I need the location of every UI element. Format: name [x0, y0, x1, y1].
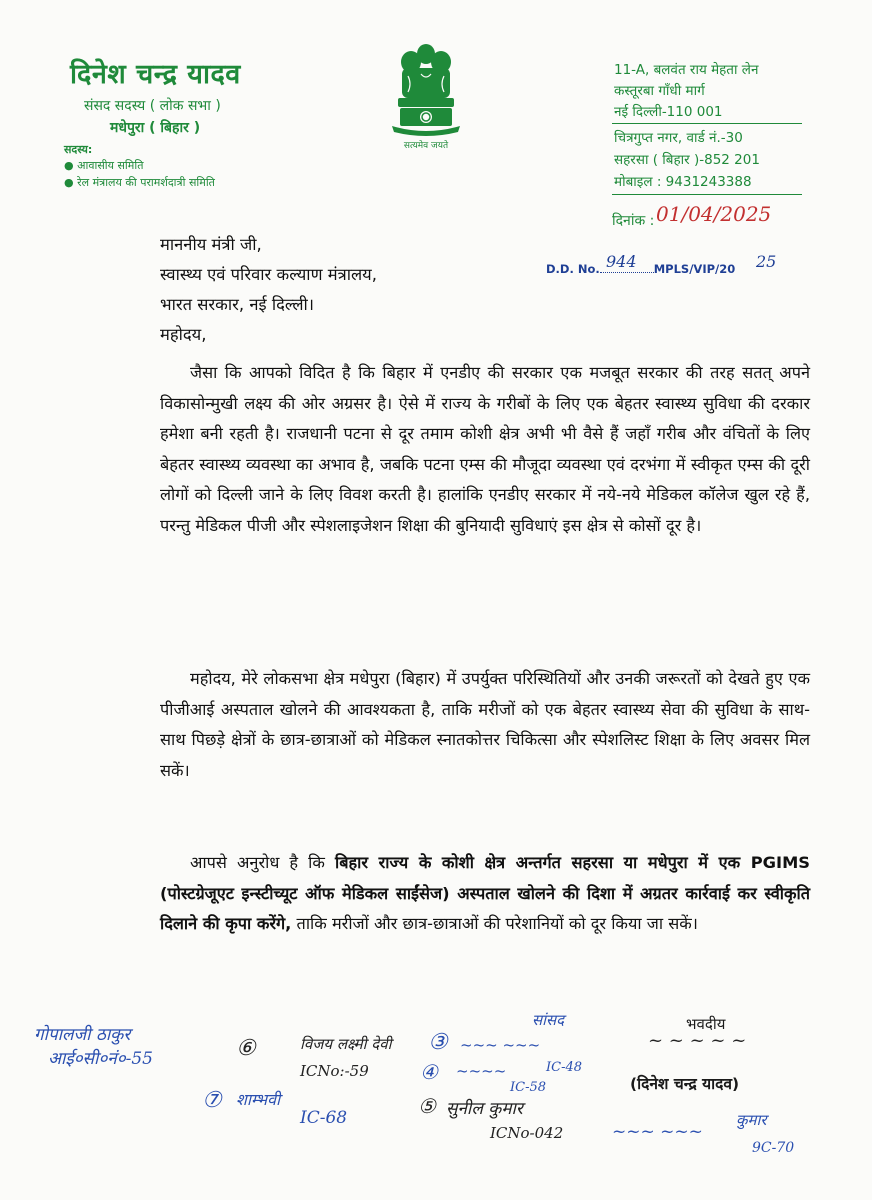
signature-scrawl: ~ ~ ~ ~ ~: [648, 1030, 747, 1051]
committee-member-label: सदस्य:: [64, 143, 93, 156]
emblem-motto: सत्यमेव जयते: [403, 141, 449, 151]
body-paragraph-1: जैसा कि आपको विदित है कि बिहार में एनडीए की सरकार एक मजबूत सरकार की तरह सतत् अपने विकासोन्मुखी लक्ष्य की ओर अग्रसर है। ऐसे में राज्य के गरीबों के लिए एक बेहतर स्वास्थ्य सुविधा की दरकार हमेशा बनी रहती है। राजधानी पटना से दूर तमाम कोशी क्षेत्र अभी भी वैसे हैं जहाँ गरीब और वंचितों के लिए बेहतर स्वास्थ्य व्यवस्था का अभाव है, जबकि पटना एम्स की मौजूदा व्यवस्था एवं दरभंगा में स्वीकृत एम्स की दूरी लोगों को दिल्ली जाने के लिए विवश करती है। हालांकि एनडीए सरकार में नये-नये मेडिकल कॉलेज खुल रहे हैं, परन्तु मेडिकल पीजी और स्पेशलाइजेशन शिक्षा की बुनियादी सुविधाएं इस क्षेत्र से कोसों दूर है।: [160, 363, 810, 535]
handwritten-kumar: कुमार: [736, 1111, 767, 1129]
dd-suffix: MPLS/VIP/20: [653, 262, 736, 276]
handwritten-vijay-ic: ICNo:-59: [300, 1062, 369, 1080]
handwritten-note-ic55: आई०सी०नं०-55: [48, 1049, 153, 1069]
date-label: दिनांक :: [612, 213, 655, 229]
committee-item-label: आवासीय समिति: [77, 159, 144, 172]
salutation: महोदय,: [160, 325, 207, 344]
lion-capital-icon: [388, 40, 464, 150]
handwritten-ic70: 9C-70: [752, 1140, 795, 1156]
national-emblem: [388, 40, 464, 150]
dd-prefix: D.D. No.: [546, 262, 600, 276]
local-address-line-1: चित्रगुप्त नगर, वार्ड नं.-30: [614, 130, 743, 146]
request-bold-text: बिहार राज्य के कोशी क्षेत्र अन्तर्गत सहरसा या मधेपुरा में एक PGIMS (पोस्टग्रेजूएट इन्स्टीच्यूट ऑफ मेडिकल साईंसेज) अस्पताल खोलने की दिशा में अग्रतर कार्रवाई कर स्वीकृति दिलाने की कृपा करेंगे,: [160, 853, 810, 933]
delhi-address-line-3: नई दिल्ली-110 001: [614, 104, 723, 120]
closing-yours: भवदीय: [686, 1015, 726, 1033]
handwritten-shambhavi-ic: IC-68: [300, 1108, 348, 1128]
dd-number: 944: [606, 252, 637, 271]
address-divider: [612, 194, 802, 195]
committee-item-2: ● रेल मंत्रालय की परामर्शदात्री समिति: [64, 176, 215, 189]
mp-name-heading: दिनेश चन्द्र यादव: [70, 59, 241, 90]
request-end: ताकि मरीजों और छात्र-छात्राओं की परेशानियों को दूर किया जा सकें।: [291, 914, 698, 933]
circled-number-3: ③: [428, 1030, 448, 1055]
delhi-address-line-2: कस्तूरबा गाँधी मार्ग: [614, 83, 705, 99]
circled-number-6: ⑥: [236, 1036, 256, 1061]
committee-item-label: रेल मंत्रालय की परामर्शदात्री समिति: [77, 176, 215, 189]
local-address-line-2: सहरसा ( बिहार )-852 201: [614, 152, 760, 168]
addressee-line-2: स्वास्थ्य एवं परिवार कल्याण मंत्रालय,: [160, 265, 377, 284]
addressee-line-1: माननीय मंत्री जी,: [160, 235, 262, 254]
handwritten-ic48: IC-48: [546, 1060, 583, 1075]
handwritten-shambhavi: शाम्भवी: [236, 1090, 281, 1109]
handwritten-sunil: सुनील कुमार: [446, 1099, 523, 1119]
handwritten-scrawl-3: ~~~ ~~~: [460, 1036, 541, 1054]
handwritten-sunil-ic: ICNo-042: [490, 1124, 564, 1142]
request-intro: आपसे अनुरोध है कि: [190, 853, 335, 872]
circled-number-7: ⑦: [202, 1088, 222, 1113]
signatory-name: (दिनेश चन्द्र यादव): [630, 1075, 740, 1093]
mobile-number: मोबाइल : 9431243388: [614, 174, 752, 190]
address-divider: [612, 123, 802, 124]
dd-number-line: [546, 262, 735, 276]
handwritten-saansad: सांसद: [532, 1011, 565, 1029]
constituency: मधेपुरा ( बिहार ): [110, 120, 201, 136]
delhi-address-line-1: 11-A, बलवंत राय मेहता लेन: [614, 62, 759, 78]
circled-number-5: ⑤: [418, 1094, 436, 1118]
handwritten-ic58: IC-58: [510, 1080, 547, 1095]
handwritten-note-gopalji: गोपालजी ठाकुर: [34, 1025, 131, 1045]
body-paragraph-2: महोदय, मेरे लोकसभा क्षेत्र मधेपुरा (बिहार) में उपर्युक्त परिस्थितियों और उनकी जरूरतों को देखते हुए एक पीजीआई अस्पताल खोलने की आवश्यकता है, ताकि मरीजों को एक बेहतर स्वास्थ्य सेवा की सुविधा के साथ-साथ पिछड़े क्षेत्रों के छात्र-छात्राओं को मेडिकल स्नातकोत्तर चिकित्सा और स्पेशलिस्ट शिक्षा के लिए अवसर मिल सकें।: [160, 669, 810, 780]
dd-year: 25: [756, 252, 777, 271]
addressee-line-3: भारत सरकार, नई दिल्ली।: [160, 295, 315, 314]
circled-number-4: ④: [420, 1060, 438, 1084]
handwritten-scrawl-4: ~~~~: [456, 1062, 507, 1080]
handwritten-scrawl-5: ~~~ ~~~: [612, 1122, 703, 1142]
handwritten-date: 01/04/2025: [656, 202, 772, 226]
handwritten-vijay: विजय लक्ष्मी देवी: [300, 1035, 392, 1053]
body-paragraph-3: [160, 848, 810, 940]
committee-item-1: ● आवासीय समिति: [64, 159, 144, 172]
designation: संसद सदस्य ( लोक सभा ): [84, 98, 221, 114]
